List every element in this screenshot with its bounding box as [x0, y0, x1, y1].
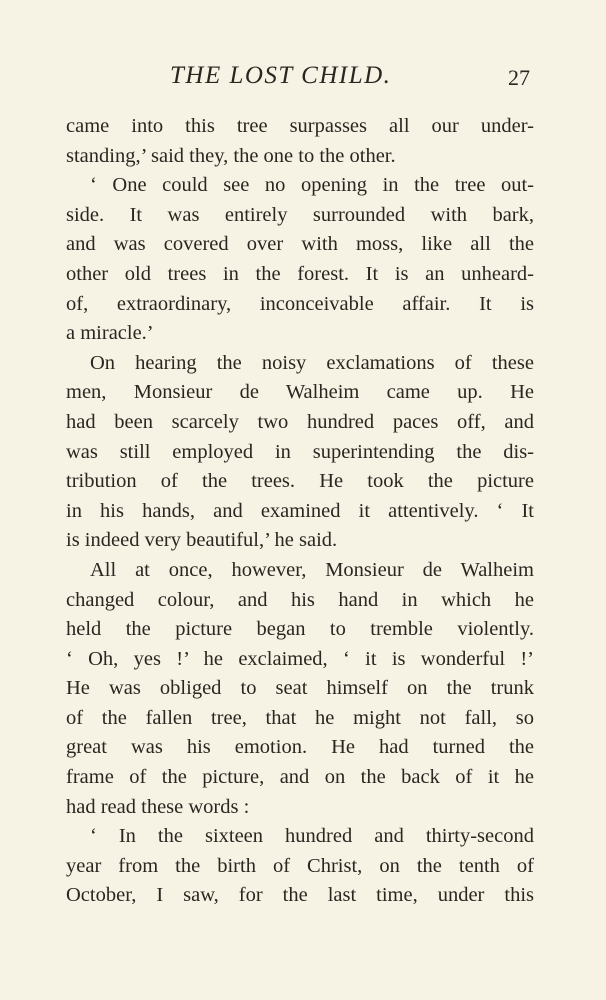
text-line: a miracle.’ — [66, 322, 154, 345]
text-line: in his hands, and examined it attentively. ‘ It — [66, 499, 534, 522]
text-line: held the picture began to tremble violently. — [66, 618, 534, 641]
text-line: tribution of the trees. He took the picture — [66, 470, 534, 493]
page-number: 27 — [508, 65, 530, 90]
text-line: came into this tree surpasses all our under- — [66, 115, 534, 137]
text-line: men, Monsieur de Walheim came up. He — [66, 381, 534, 404]
text-line: frame of the picture, and on the back of it he — [66, 766, 534, 789]
text-line: ‘ One could see no opening in the tree out- — [90, 174, 534, 197]
text-line: ‘ Oh, yes !’ he exclaimed, ‘ it is wonderful !’ — [66, 647, 534, 670]
body-text — [66, 112, 534, 911]
text-line: of the fallen tree, that he might not fall, so — [66, 706, 534, 729]
text-line: year from the birth of Christ, on the tenth of — [66, 854, 534, 877]
text-line: had read these words : — [66, 795, 250, 818]
text-line: All at once, however, Monsieur de Walheim — [90, 558, 534, 581]
text-line: and was covered over with moss, like all the — [66, 233, 534, 256]
text-line: October, I saw, for the last time, under this — [66, 884, 534, 907]
text-line: is indeed very beautiful,’ he said. — [66, 529, 338, 552]
text-line: He was obliged to seat himself on the trunk — [66, 677, 534, 700]
text-line: ‘ In the sixteen hundred and thirty-second — [90, 825, 534, 848]
running-title: THE LOST CHILD. — [170, 62, 392, 89]
text-line: had been scarcely two hundred paces off, and — [66, 410, 534, 433]
running-head — [0, 58, 606, 94]
text-line: was still employed in superintending the dis- — [66, 440, 534, 463]
text-line: side. It was entirely surrounded with bark, — [66, 203, 534, 226]
text-line: great was his emotion. He had turned the — [66, 736, 534, 759]
text-line: changed colour, and his hand in which he — [66, 588, 534, 611]
text-line: standing,’ said they, the one to the other. — [66, 144, 396, 167]
text-line: of, extraordinary, inconceivable affair. It is — [66, 292, 534, 315]
text-line: On hearing the noisy exclamations of these — [90, 351, 534, 374]
text-line: other old trees in the forest. It is an unheard- — [66, 262, 534, 285]
